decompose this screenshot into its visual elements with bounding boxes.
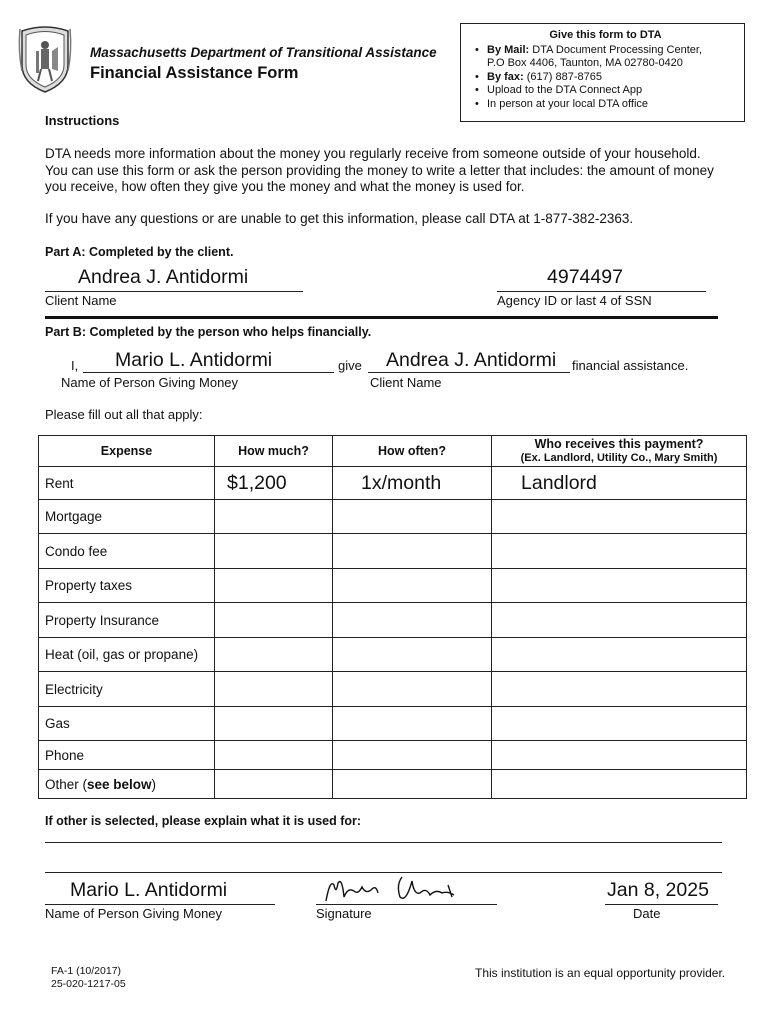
col-expense: Expense	[39, 436, 215, 467]
col-who-receives: Who receives this payment? (Ex. Landlord, Utility Co., Mary Smith)	[492, 436, 747, 467]
expense-label: Phone	[39, 741, 215, 770]
how-much-cell[interactable]	[215, 672, 333, 707]
table-row	[39, 638, 747, 672]
giver-name-signature-field[interactable]	[45, 879, 275, 905]
table-row	[39, 603, 747, 638]
client-name-field[interactable]	[45, 266, 303, 292]
recipient-name-field[interactable]	[368, 349, 570, 373]
who-receives-cell[interactable]	[492, 741, 747, 770]
equal-opportunity-statement: This institution is an equal opportunity provider.	[475, 966, 726, 980]
table-row	[39, 707, 747, 741]
handwritten-signature	[320, 873, 460, 905]
who-receives-cell[interactable]	[492, 638, 747, 672]
who-receives-cell[interactable]	[492, 770, 747, 799]
how-often-cell[interactable]	[333, 672, 492, 707]
fill-instruction: Please fill out all that apply:	[45, 407, 203, 422]
part-a-heading: Part A: Completed by the client.	[45, 245, 234, 259]
how-much-cell[interactable]	[215, 707, 333, 741]
table-row	[39, 741, 747, 770]
agency-id-value: 4974497	[547, 266, 623, 288]
client-name-value: Andrea J. Antidormi	[78, 266, 249, 288]
expense-label: Gas	[39, 707, 215, 741]
fax-option: • By fax: (617) 887-8765	[475, 71, 736, 85]
signature-label: Signature	[316, 906, 372, 921]
agency-id-field[interactable]	[497, 266, 706, 292]
table-row	[39, 569, 747, 603]
how-much-cell[interactable]	[215, 638, 333, 672]
how-often-cell[interactable]	[333, 707, 492, 741]
how-often-cell[interactable]	[333, 569, 492, 603]
agency-name: Massachusetts Department of Transitional Assistance	[90, 45, 437, 60]
expense-label: Rent	[39, 467, 215, 500]
form-number: FA-1 (10/2017) 25-020-1217-05	[51, 965, 126, 990]
in-person-option: • In person at your local DTA office	[475, 98, 736, 112]
contact-paragraph: If you have any questions or are unable to get this information, please call DTA at 1-877-382-2363.	[45, 211, 634, 226]
who-receives-cell[interactable]	[492, 707, 747, 741]
recipient-name-value: Andrea J. Antidormi	[386, 349, 557, 371]
how-much-cell[interactable]	[215, 603, 333, 638]
date-label: Date	[633, 906, 661, 921]
who-receives-cell[interactable]	[492, 569, 747, 603]
table-row	[39, 534, 747, 569]
how-often-cell[interactable]: 1x/month	[333, 467, 492, 500]
who-receives-cell[interactable]	[492, 672, 747, 707]
other-explanation-heading: If other is selected, please explain what it is used for:	[45, 814, 362, 828]
expense-label: Property taxes	[39, 569, 215, 603]
give-text: give	[338, 358, 362, 373]
massachusetts-seal-icon	[16, 21, 74, 95]
expense-label: Heat (oil, gas or propane)	[39, 638, 215, 672]
how-much-cell[interactable]	[215, 770, 333, 799]
instructions-heading: Instructions	[45, 113, 120, 128]
expense-label: Electricity	[39, 672, 215, 707]
table-row	[39, 467, 747, 500]
who-receives-cell[interactable]	[492, 603, 747, 638]
how-often-cell[interactable]	[333, 638, 492, 672]
how-often-cell[interactable]	[333, 603, 492, 638]
expense-table	[38, 435, 747, 799]
expense-label: Property Insurance	[39, 603, 215, 638]
how-much-cell[interactable]	[215, 741, 333, 770]
how-often-cell[interactable]	[333, 534, 492, 569]
mail-option: • By Mail: DTA Document Processing Center,	[475, 44, 736, 58]
how-much-cell[interactable]	[215, 569, 333, 603]
submission-instructions-box	[460, 23, 745, 122]
instructions-paragraph: DTA needs more information about the money you regularly receive from someone outside of your household. You can use this form or ask the person providing the money to write a letter that includes: the amount of money you receive, how often they give you the money and what the money is used for.	[45, 146, 714, 194]
how-much-cell[interactable]	[215, 500, 333, 534]
how-often-cell[interactable]	[333, 770, 492, 799]
how-much-cell[interactable]: $1,200	[215, 467, 333, 500]
expense-label: Other (see below)	[39, 770, 215, 799]
how-often-cell[interactable]	[333, 500, 492, 534]
agency-id-label: Agency ID or last 4 of SSN	[497, 293, 652, 308]
other-explanation-line-1[interactable]	[45, 842, 722, 843]
giver-name-field[interactable]	[83, 349, 334, 373]
col-how-often: How often?	[333, 436, 492, 467]
col-how-much: How much?	[215, 436, 333, 467]
upload-option: • Upload to the DTA Connect App	[475, 84, 736, 98]
part-b-heading: Part B: Completed by the person who helps financially.	[45, 325, 372, 339]
i-text: I,	[71, 358, 79, 373]
mail-address: P.O Box 4406, Taunton, MA 02780-0420	[487, 57, 683, 69]
giver-name-signature-label: Name of Person Giving Money	[45, 906, 223, 921]
giver-name-label: Name of Person Giving Money	[61, 375, 239, 390]
date-field[interactable]	[605, 879, 718, 905]
financial-assistance-text: financial assistance.	[572, 358, 689, 373]
table-row	[39, 500, 747, 534]
how-often-cell[interactable]	[333, 741, 492, 770]
who-receives-cell[interactable]	[492, 500, 747, 534]
box-title: Give this form to DTA	[549, 29, 662, 41]
table-row	[39, 770, 747, 799]
giver-name-signature-value: Mario L. Antidormi	[70, 879, 228, 901]
section-divider	[45, 316, 718, 319]
expense-label: Condo fee	[39, 534, 215, 569]
signature-field[interactable]	[316, 873, 497, 905]
giver-name-value: Mario L. Antidormi	[115, 349, 273, 371]
recipient-name-label: Client Name	[370, 375, 442, 390]
who-receives-cell[interactable]	[492, 534, 747, 569]
how-much-cell[interactable]	[215, 534, 333, 569]
form-title: Financial Assistance Form	[90, 64, 299, 82]
table-header-row	[39, 436, 747, 467]
expense-label: Mortgage	[39, 500, 215, 534]
client-name-label: Client Name	[45, 293, 117, 308]
table-row	[39, 672, 747, 707]
date-value: Jan 8, 2025	[607, 879, 709, 901]
who-receives-cell[interactable]: Landlord	[492, 467, 747, 500]
